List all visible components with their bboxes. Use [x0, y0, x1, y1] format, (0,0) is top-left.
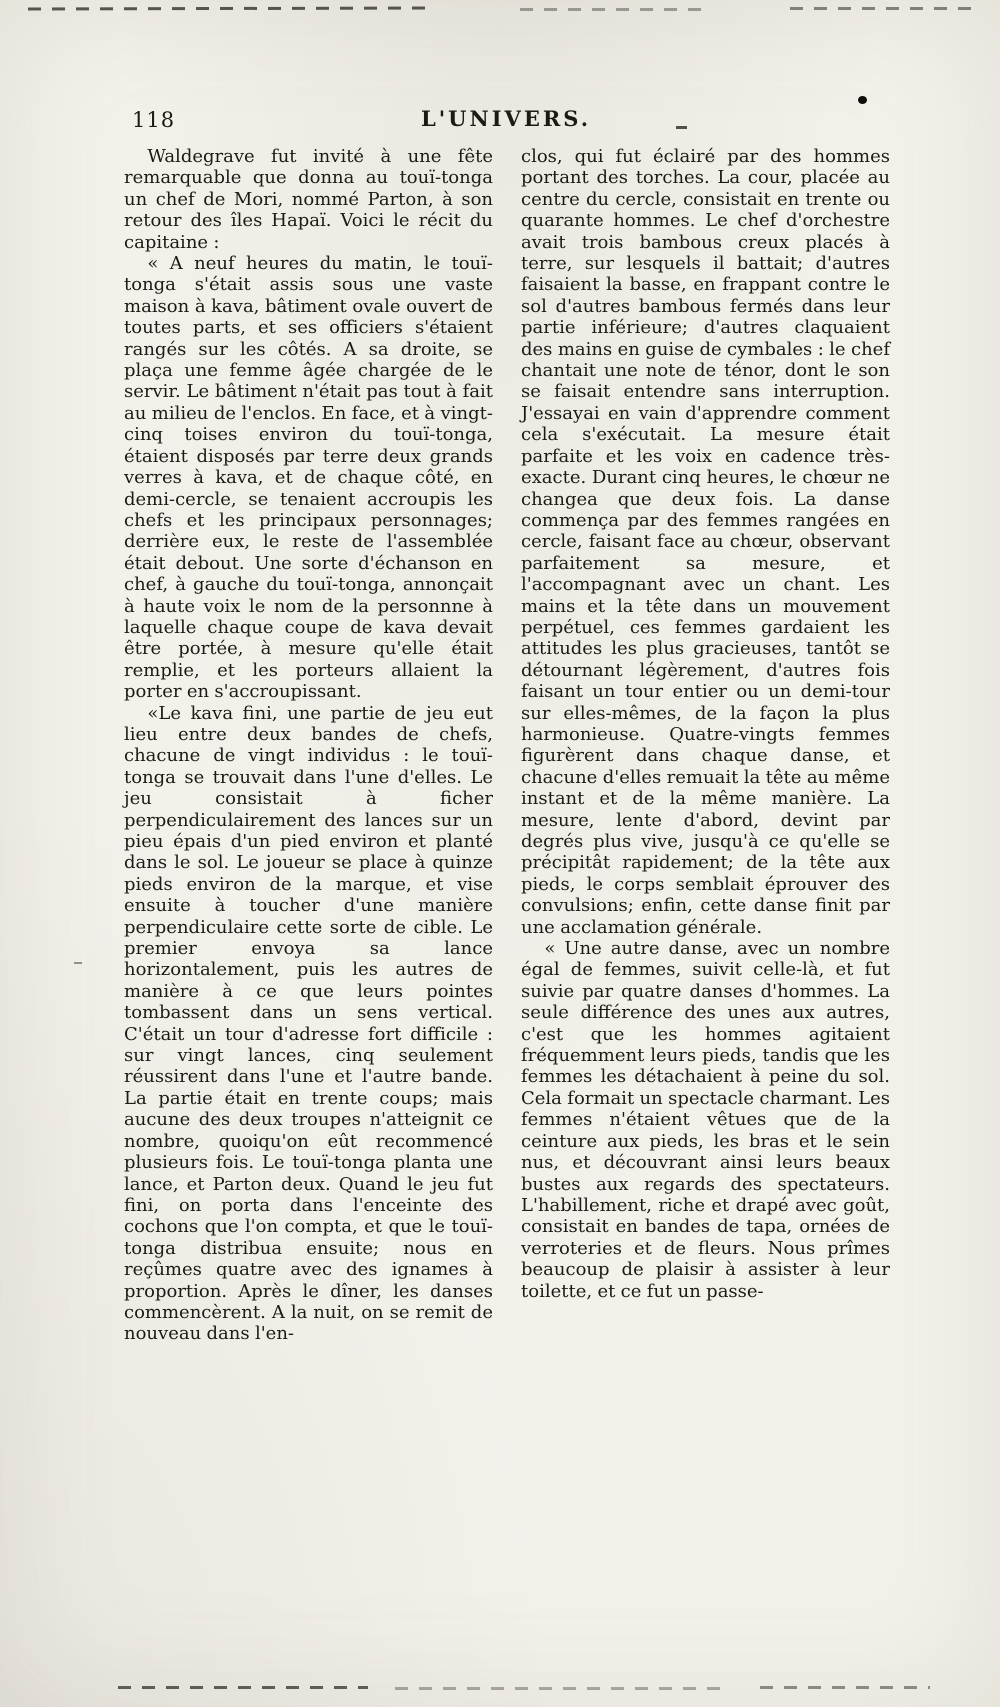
- scan-artifact-top-line: [28, 6, 433, 10]
- paragraph: clos, qui fut éclairé par des hommes portant des torches. La cour, placée au centre du cercle, consistait en trente ou quarante hommes. Le chef d'orchestre avait trois bambous creux placés à terre, sur lesquels il battait; d'autres faisaient la basse, en frappant contre le sol d'autres bambous fermés dans leur partie inférieure; d'autres claquaient des mains en guise de cymbales : le chef chantait une note de ténor, dont le son se faisait entendre sans interruption. J'essayai en vain d'apprendre comment cela s'exécutait. La mesure était parfaite et les voix en cadence très-exacte. Durant cinq heures, le chœur ne changea que deux fois. La danse commença par des femmes rangées en cercle, faisant face au chœur, observant parfaitement sa mesure, et l'accompagnant avec un chant. Les mains et la tête dans un mouvement perpétuel, ces femmes gardaient les attitudes les plus gracieuses, tantôt se détournant légèrement, d'autres fois faisant un tour entier ou un demi-tour sur elles-mêmes, de la façon la plus harmonieuse. Quatre-vingts femmes figurèrent dans chaque danse, et chacune d'elles remuait la tête au même instant et de la même manière. La mesure, lente d'abord, devint par degrés plus vive, jusqu'à ce qu'elle se précipitât rapidement; de la tête aux pieds, le corps semblait éprouver des convulsions; enfin, cette danse finit par une acclamation générale.: [521, 146, 890, 938]
- paragraph: «Le kava fini, une partie de jeu eut lieu entre deux bandes de chefs, chacune de vingt individus : le touï-tonga se trouvait dans l'une d'elles. Le jeu consistait à ficher perpendiculairement des lances sur un pieu épais d'un pied environ et planté dans le sol. Le joueur se place à quinze pieds environ de la marque, et vise ensuite à toucher d'une manière perpendiculaire cette sorte de cible. Le premier envoya sa lance horizontalement, puis les autres de manière à ce que leurs pointes tombassent dans un sens vertical. C'était un tour d'adresse fort difficile : sur vingt lances, cinq seulement réussirent dans l'une et l'autre bande. La partie était en trente coups; mais aucune des deux troupes n'atteignit ce nombre, quoiqu'on eût recommencé plusieurs fois. Le touï-tonga planta une lance, et Parton deux. Quand le jeu fut fini, on porta dans l'enceinte des cochons que l'on compta, et que le touï-tonga distribua ensuite; nous en reçûmes quatre avec des ignames à proportion. Après le dîner, les danses commencèrent. A la nuit, on se remit de nouveau dans l'en-: [124, 702, 493, 1345]
- stray-mark: [676, 126, 687, 129]
- page-number: 118: [132, 108, 176, 132]
- scan-artifact-bottom-line: [760, 1686, 930, 1689]
- scan-artifact-top-line: [790, 7, 975, 10]
- scan-artifact-bottom-line: [395, 1687, 725, 1690]
- stray-mark: [74, 962, 82, 964]
- left-column: [124, 146, 493, 1345]
- scan-artifact-bottom-line: [118, 1686, 368, 1689]
- scan-artifact-top-line: [520, 8, 710, 11]
- paragraph: « Une autre danse, avec un nombre égal de femmes, suivit celle-là, et fut suivie par quatre danses d'hommes. La seule différence des unes aux autres, c'est que les hommes agitaient fréquemment leurs pieds, tandis que les femmes les détachaient à peine du sol. Cela formait un spectacle charmant. Les femmes n'étaient vêtues que de la ceinture aux pieds, les bras et le sein nus, et découvrant ainsi leurs beaux bustes aux regards des spectateurs. L'habillement, riche et drapé avec goût, consistait en bandes de tapa, ornées de verroteries et de fleurs. Nous prîmes beaucoup de plaisir à assister à leur toilette, et ce fut un passe-: [521, 938, 890, 1302]
- paragraph: Waldegrave fut invité à une fête remarquable que donna au touï-tonga un chef de Mori, nommé Parton, à son retour des îles Hapaï. Voici le récit du capitaine :: [124, 146, 493, 253]
- text-block: [124, 146, 890, 1345]
- right-column: [521, 146, 890, 1345]
- running-title: L'UNIVERS.: [420, 106, 592, 131]
- paragraph: « A neuf heures du matin, le touï-tonga s'était assis sous une vaste maison à kava, bâtiment ovale ouvert de toutes parts, et ses officiers s'étaient rangés sur les côtés. A sa droite, se plaça une femme âgée chargée de le servir. Le bâtiment n'était pas tout à fait au milieu de l'enclos. En face, et à vingt-cinq toises environ du touï-tonga, étaient disposés par terre deux grands verres à kava, et de chaque côté, en demi-cercle, se tenaient accroupis les chefs et les principaux personnages; derrière eux, le reste de l'assemblée était debout. Une sorte d'échanson en chef, à gauche du touï-tonga, annonçait à haute voix le nom de la personnne à laquelle chaque coupe de kava devait être portée, à mesure qu'elle était remplie, et les porteurs allaient la porter en s'accroupissant.: [124, 253, 493, 703]
- ink-speck: [858, 96, 867, 104]
